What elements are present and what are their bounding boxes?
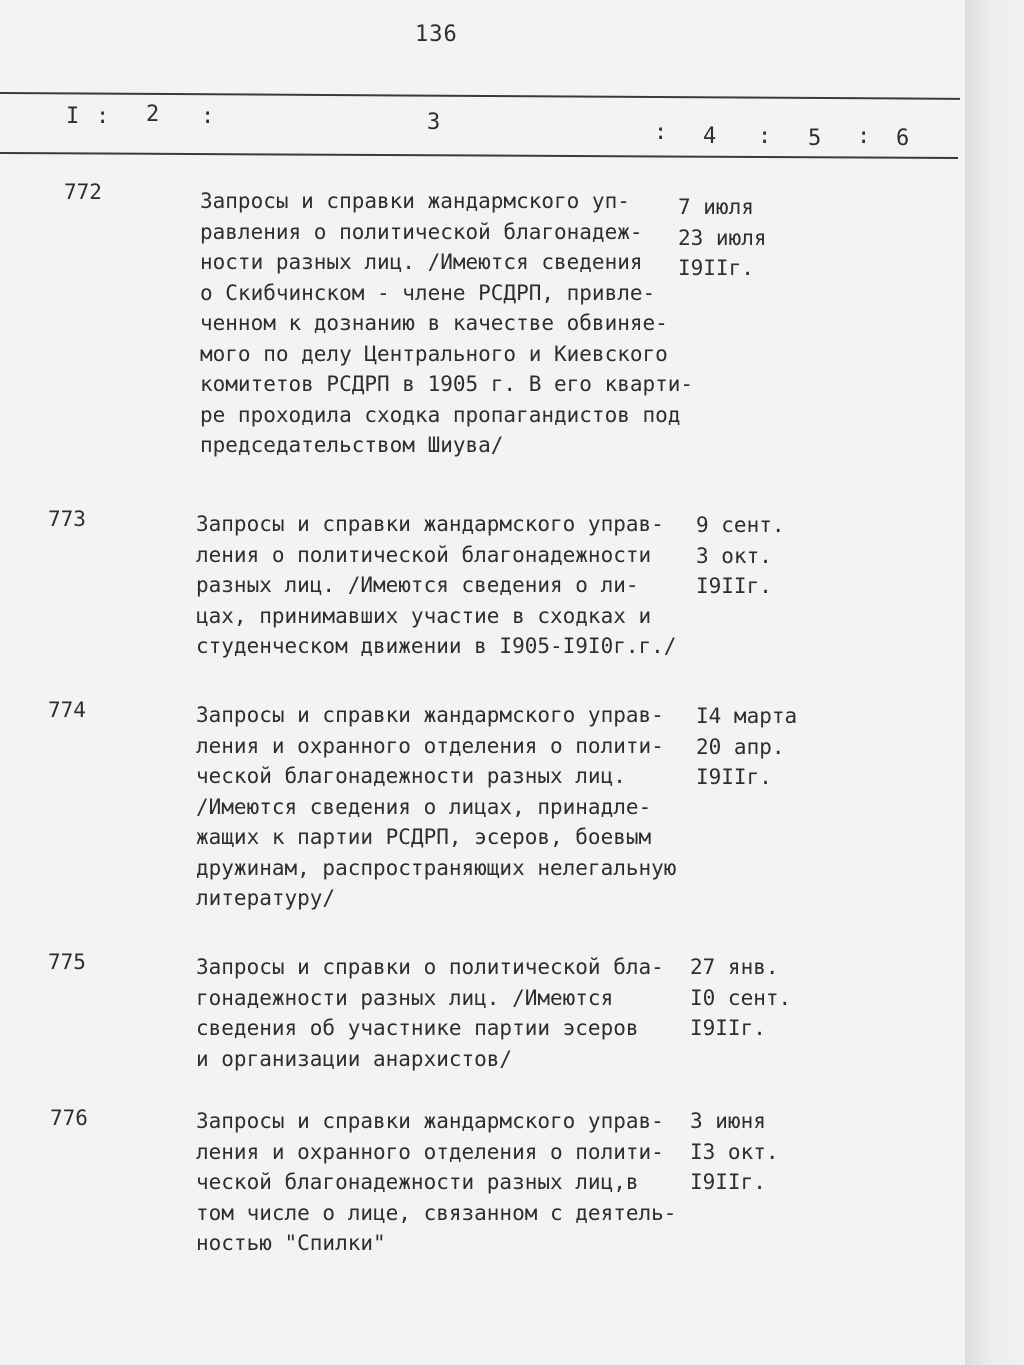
description-line: председательством Шиува/ <box>200 433 504 457</box>
date-start: 3 июня <box>690 1109 766 1133</box>
description-line: и организации анархистов/ <box>196 1046 513 1071</box>
header-col-2: 2 <box>146 102 160 127</box>
description-line: Запросы и справки жандармского управ- <box>196 703 664 727</box>
date-year: I9IIг. <box>678 256 754 280</box>
header-separator: : <box>857 124 871 149</box>
description-line: ре проходила сходка пропагандистов под <box>200 402 681 427</box>
header-separator: : <box>654 120 668 145</box>
date-start: 7 июля <box>678 195 754 219</box>
entry-number: 775 <box>48 950 86 974</box>
description-line: о Скибчинском - члене РСДРП, привле- <box>200 280 656 305</box>
description-line: том числе о лице, связанном с деятель- <box>196 1200 677 1225</box>
description-line: ческой благонадежности разных лиц. <box>196 764 626 788</box>
description-line: сведения об участнике партии эсеров <box>196 1016 639 1040</box>
date-end: 3 окт. <box>696 543 772 568</box>
entry-number: 772 <box>64 180 102 204</box>
description-line: /Имеются сведения о лицах, принадле- <box>196 794 652 819</box>
description-line: Запросы и справки жандармского управ- <box>196 512 664 536</box>
date-year: I9IIг. <box>690 1170 766 1194</box>
date-end: 20 апр. <box>696 734 785 759</box>
description-line: разных лиц. /Имеются сведения о ли- <box>196 573 639 597</box>
entry-description <box>196 952 664 1074</box>
entry-dates <box>690 952 791 1044</box>
entry-description <box>196 509 676 662</box>
description-line: студенческом движении в I905-I9I0г.г./ <box>196 634 677 658</box>
entry-dates <box>678 192 767 284</box>
header-col-1: I <box>66 104 80 129</box>
description-line: Запросы и справки о политической бла- <box>196 955 664 979</box>
date-end: I3 окт. <box>690 1139 779 1164</box>
entry-description <box>200 186 693 461</box>
description-line: ления о политической благонадежности <box>196 542 652 567</box>
entry-dates <box>696 510 785 602</box>
header-col-5: 5 <box>808 126 822 151</box>
header-separator: : <box>201 104 215 129</box>
description-line: Запросы и справки жандармского уп- <box>200 189 630 213</box>
description-line: гонадежности разных лиц. /Имеются <box>196 985 614 1010</box>
entry-description <box>196 1106 676 1259</box>
description-line: литературу/ <box>196 886 336 910</box>
header-col-6: 6 <box>896 126 910 151</box>
header-separator: : <box>96 104 110 129</box>
date-start: 9 сент. <box>696 513 785 537</box>
description-line: комитетов РСДРП в 1905 г. В его кварти- <box>200 372 694 396</box>
description-line: ления и охранного отделения о полити- <box>196 1139 664 1164</box>
header-col-4: 4 <box>703 124 717 149</box>
page-number: 136 <box>415 22 458 47</box>
date-end: 23 июля <box>678 225 767 250</box>
date-start: 27 янв. <box>690 955 779 979</box>
entry-number: 776 <box>50 1106 88 1130</box>
description-line: ности разных лиц. /Имеются сведения <box>200 250 643 274</box>
date-end: I0 сент. <box>690 985 792 1010</box>
description-line: ченном к дознанию в качестве обвиняе- <box>200 311 668 335</box>
description-line: цах, принимавших участие в сходках и <box>196 603 652 628</box>
description-line: Запросы и справки жандармского управ- <box>196 1109 664 1133</box>
description-line: ностью "Спилки" <box>196 1231 386 1255</box>
date-year: I9IIг. <box>696 765 772 789</box>
entry-dates <box>696 701 797 793</box>
description-line: ления и охранного отделения о полити- <box>196 733 664 758</box>
entry-description <box>196 700 676 914</box>
header-separator: : <box>758 124 772 149</box>
entry-number: 773 <box>48 507 86 531</box>
page-edge <box>965 0 1024 1365</box>
date-year: I9IIг. <box>696 574 772 598</box>
entry-number: 774 <box>48 698 86 722</box>
date-year: I9IIг. <box>690 1016 766 1040</box>
description-line: ческой благонадежности разных лиц,в <box>196 1170 639 1194</box>
date-start: I4 марта <box>696 704 798 728</box>
description-line: дружинам, распространяющих нелегальную <box>196 855 677 880</box>
description-line: равления о политической благонадеж- <box>200 219 643 244</box>
entry-dates <box>690 1106 779 1198</box>
description-line: мого по делу Центрального и Киевского <box>200 341 668 366</box>
header-col-3: 3 <box>427 110 441 135</box>
description-line: жащих к партии РСДРП, эсеров, боевым <box>196 825 652 849</box>
